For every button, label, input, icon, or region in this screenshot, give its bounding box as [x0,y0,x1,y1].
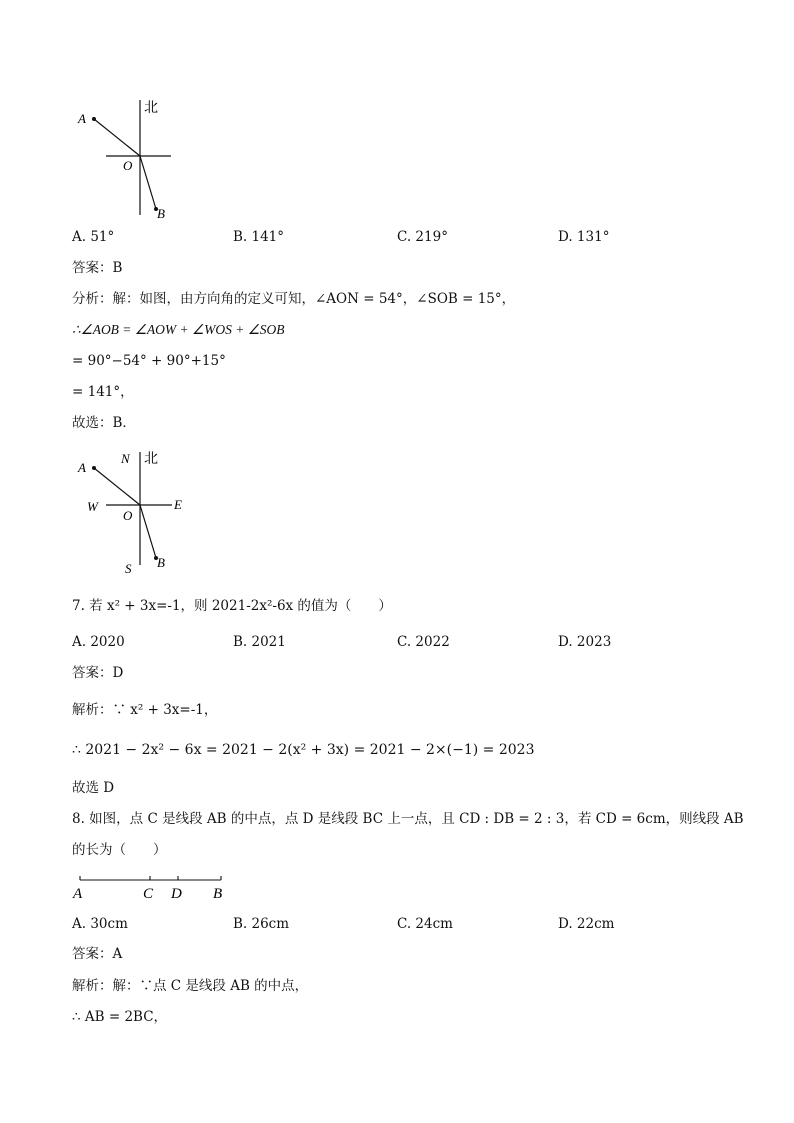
q6-step-3: = 141°， [72,384,134,400]
label-o: O [123,158,133,173]
q7-head: 7. 若 [72,598,103,614]
q8-analysis: 解析：解：∵点 C 是线段 AB 的中点， [72,978,309,994]
q6-answer: 答案：B [72,260,123,276]
q7-expression: x² + 3x=-1，则 2021-2x²-6x 的值为（ ） [106,598,392,614]
segment-figure [70,872,230,904]
q6-step-2: = 90°−54° + 90°+15° [72,353,226,369]
q8-answer: 答案：A [72,946,123,962]
direction-figure-2 [70,447,195,579]
label-north: 北 [144,101,158,116]
q6-analysis: 分析：解：如图，由方向角的定义可知，∠AON = 54°，∠SOB = 15°， [72,291,516,307]
label-e: E [174,497,182,512]
q8-question-line-1: 8. 如图，点 C 是线段 AB 的中点，点 D 是线段 BC 上一点，且 CD : DB = 2 : 3，若 CD = 6cm，则线段 AB [72,811,744,827]
ray-ob [140,505,156,558]
label-north: 北 [144,452,158,467]
q7-choose: 故选 D [72,780,115,796]
label-a: A [78,111,86,126]
label-b: B [213,886,223,902]
ray-ob [140,156,156,209]
label-b: B [157,555,165,570]
q6-option-d: D. 131° [558,229,610,245]
q7-calculation: ∴ 2021 − 2x² − 6x = 2021 − 2(x² + 3x) = 2021 − 2×(−1) = 2023 [72,742,535,758]
q6-option-a: A. 51° [72,229,115,245]
q8-step-1: ∴ AB = 2BC， [72,1009,168,1025]
label-c: C [143,886,154,902]
label-a: A [78,460,86,475]
label-b: B [157,206,165,220]
direction-figure-1 [70,95,180,220]
q8-option-c: C. 24cm [397,916,453,932]
q7-option-c: C. 2022 [397,634,450,650]
q6-option-c: C. 219° [397,229,448,245]
q7-answer: 答案：D [72,665,124,681]
q8-option-d: D. 22cm [558,916,615,932]
q6-step-1: ∴∠AOB = ∠AOW + ∠WOS + ∠SOB [72,322,285,337]
label-s: S [125,561,132,576]
q7-question [72,597,392,615]
label-n: N [121,451,130,466]
label-d: D [171,886,182,902]
point-a [92,117,96,121]
label-a: A [73,886,83,902]
ray-oa [94,468,140,505]
q8-option-b: B. 26cm [233,916,290,932]
q8-option-a: A. 30cm [72,916,128,932]
q6-option-b: B. 141° [233,229,285,245]
label-w: W [87,499,98,514]
ray-oa [94,119,140,156]
q6-choose: 故选：B． [72,415,136,431]
label-o: O [123,508,133,523]
q7-analysis: 解析：∵ x² + 3x=-1， [72,702,218,718]
q7-option-d: D. 2023 [558,634,612,650]
q8-question-line-2: 的长为（ ） [72,842,167,858]
q7-option-b: B. 2021 [233,634,286,650]
point-a [92,466,96,470]
q7-option-a: A. 2020 [72,634,125,650]
